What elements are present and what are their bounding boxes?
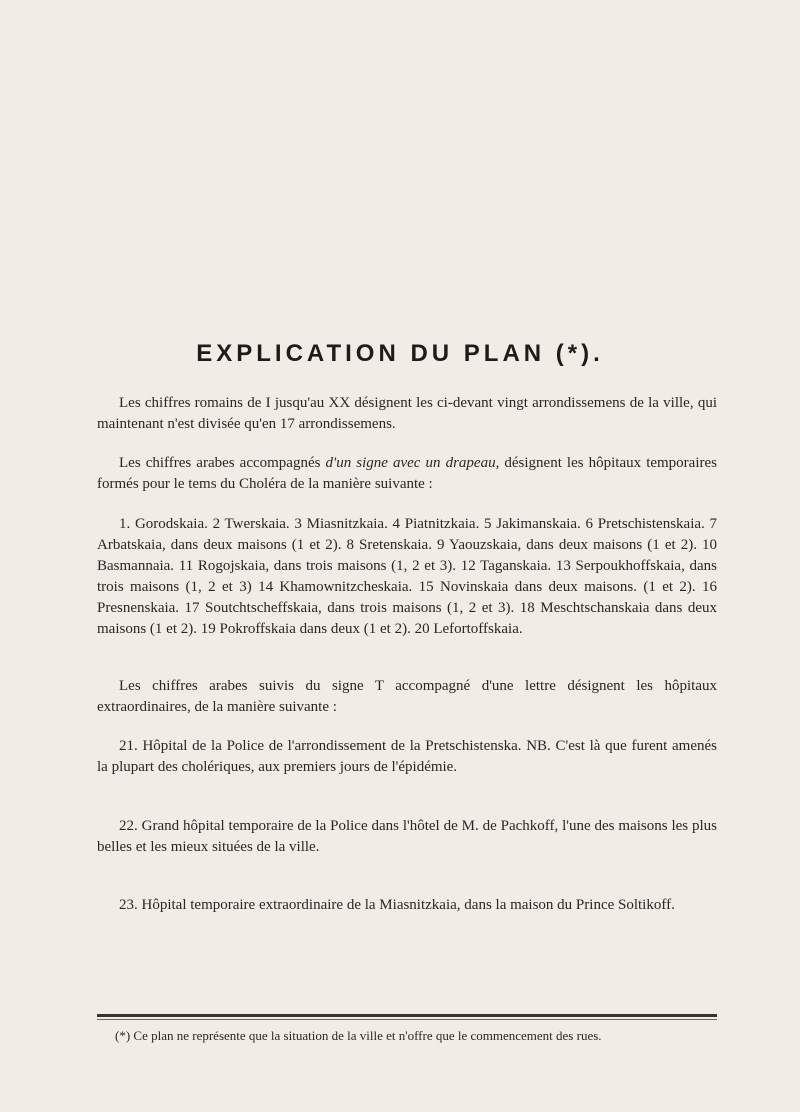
paragraph-hospital-21: 21. Hôpital de la Police de l'arrondissement de la Pretschistenska. NB. C'est là que furent amenés la plupart des cholériques, aux premiers jours de l'épidémie. [97, 738, 717, 775]
page-title: EXPLICATION DU PLAN (*). [196, 340, 604, 367]
paragraph-roman-numerals: Les chiffres romains de I jusqu'au XX désignent les ci-devant vingt arrondissemens de la ville, qui maintenant n'est divisée qu'en 17 arrondissemens. [97, 395, 717, 432]
paragraph-temporary-hospitals [97, 453, 717, 495]
paragraph-text-part: désignent les hôpitaux temporaires formés pour le tems du Choléra de la manière suivante : [97, 455, 717, 492]
paragraph-extraordinary-hospitals: Les chiffres arabes suivis du signe T accompagné d'une lettre désignent les hôpitaux extraordinaires, de la manière suivante : [97, 678, 717, 715]
paragraph-hospital-23: 23. Hôpital temporaire extraordinaire de la Miasnitzkaia, dans la maison du Prince Soltikoff. [119, 897, 675, 913]
footnote-divider-thick [97, 1014, 717, 1017]
paragraph-text-part: Les chiffres arabes accompagnés [119, 455, 326, 471]
paragraph-emphasis: d'un signe avec un drapeau, [325, 455, 500, 471]
paragraph-hospital-list: 1. Gorodskaia. 2 Twerskaia. 3 Miasnitzkaia. 4 Piatnitzkaia. 5 Jakimanskaia. 6 Pretschistenskaia. 7 Arbatskaia, dans deux maisons (1 et 2). 8 Sretenskaia. 9 Yaouzskaia, dans deux maisons (1 et 2). 10 Basmannaia. 11 Rogojskaia, dans trois maisons (1, 2 et 3). 12 Taganskaia. 13 Serpoukhoffskaia, dans trois maisons (1, 2 et 3) 14 Khamownitzcheskaia. 15 Novinskaia dans deux maisons. (1 et 2). 16 Presnenskaia. 17 Soutchtscheffskaia, dans trois maisons (1, 2 et 3). 18 Meschtschanskaia dans deux maisons (1 et 2). 19 Pokroffskaia dans deux (1 et 2). 20 Lefortoffskaia. [97, 516, 717, 637]
footnote-divider-thin [97, 1019, 717, 1020]
paragraph-hospital-22: 22. Grand hôpital temporaire de la Police dans l'hôtel de M. de Pachkoff, l'une des maisons les plus belles et les mieux situées de la ville. [97, 818, 717, 855]
footnote: (*) Ce plan ne représente que la situation de la ville et n'offre que le commencement des rues. [115, 1028, 602, 1043]
